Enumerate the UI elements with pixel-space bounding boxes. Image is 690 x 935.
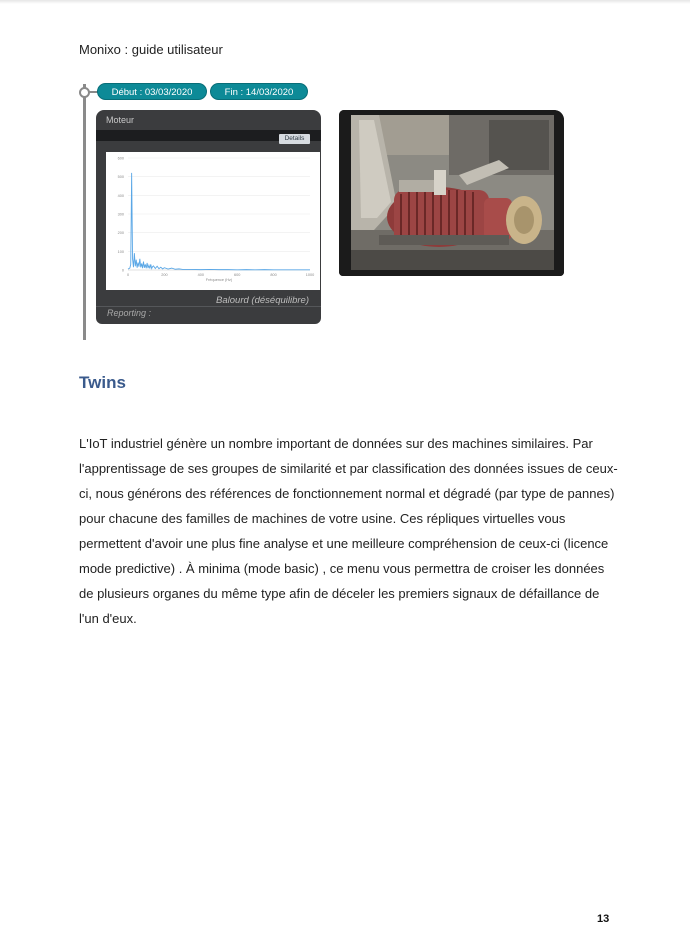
- details-button[interactable]: Details: [279, 134, 310, 144]
- start-date-badge[interactable]: Début : 03/03/2020: [97, 83, 207, 100]
- x-tick-label: 1000: [305, 273, 315, 277]
- motor-photo-image: [339, 110, 564, 276]
- motor-photo: [339, 110, 564, 276]
- fault-label: Balourd (déséquilibre): [216, 295, 309, 306]
- y-tick-label: 100: [117, 249, 124, 254]
- page-top-shadow: [0, 0, 690, 4]
- y-tick-label: 600: [117, 156, 124, 161]
- spectrum-chart: [106, 152, 320, 290]
- x-tick-label: 0: [126, 273, 130, 277]
- section-paragraph: L'IoT industriel génère un nombre important de données sur des machines similaires. Par l'apprentissage de ses groupes de similarité et par classification des données issues de ceux-ci, nous générons des références de fonctionnement normal et dégradé (par type de pannes) pour chacune des familles de machines de votre usine. Ces répliques virtuelles vous permettent d'avoir une plus fine analyse et une meilleure compréhension de ceux-ci (licence mode predictive) . À minima (mode basic) , ce menu vous permettra de croiser les données de plusieurs organes du même type afin de déceler les premiers signaux de défaillance de l'un d'eux.: [79, 436, 618, 626]
- y-tick-label: 500: [117, 175, 124, 180]
- x-tick-label: 200: [161, 273, 168, 277]
- page-number: 13: [597, 913, 610, 925]
- x-tick-label: 800: [270, 273, 277, 277]
- y-tick-label: 200: [117, 231, 124, 236]
- section-heading: Twins: [79, 373, 126, 392]
- y-tick-label: 400: [117, 193, 124, 198]
- reporting-label: Reporting :: [107, 308, 152, 318]
- card-divider: [96, 306, 321, 307]
- x-tick-label: 600: [234, 273, 241, 277]
- spectrum-series-line: [128, 173, 310, 270]
- y-tick-label: 300: [117, 212, 124, 217]
- document-header-title: Monixo : guide utilisateur: [79, 42, 223, 57]
- y-tick-label: 0: [121, 268, 124, 273]
- end-date-badge[interactable]: Fin : 14/03/2020: [210, 83, 308, 100]
- x-axis-label: Fréquence (Hz): [205, 278, 233, 282]
- timeline-line: [83, 84, 86, 340]
- card-title: Moteur: [106, 115, 135, 125]
- spectrum-chart-panel: [106, 152, 320, 290]
- machine-card: [96, 110, 321, 324]
- x-tick-label: 400: [197, 273, 204, 277]
